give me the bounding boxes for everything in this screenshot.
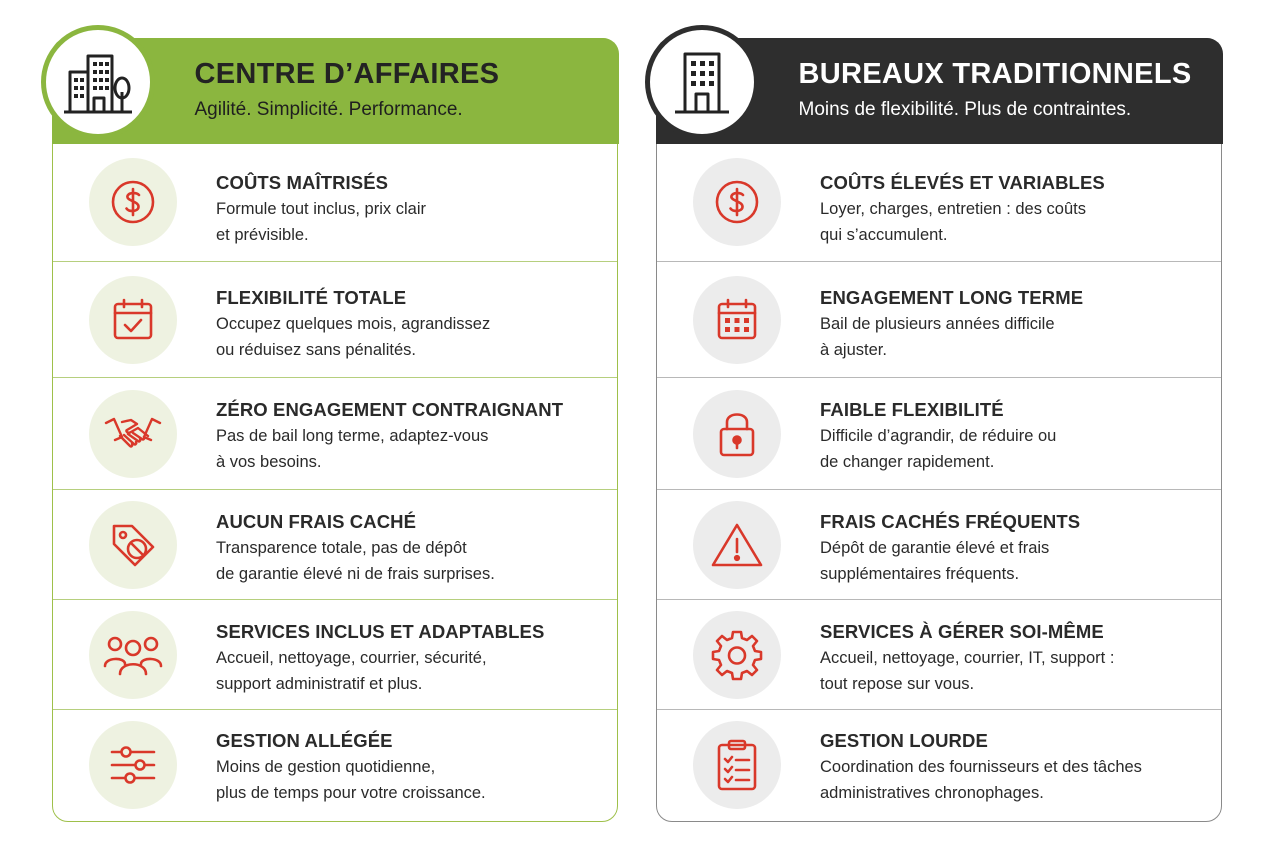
item-description-line: Accueil, nettoyage, courrier, IT, support : bbox=[820, 649, 1115, 667]
item-title: FLEXIBILITÉ TOTALE bbox=[216, 287, 407, 308]
item-title: GESTION LOURDE bbox=[820, 730, 988, 751]
item-description-line: Dépôt de garantie élevé et frais bbox=[820, 539, 1050, 557]
item-title: SERVICES INCLUS ET ADAPTABLES bbox=[216, 621, 545, 642]
list-item bbox=[53, 144, 617, 261]
item-description-line: Coordination des fournisseurs et des tâches bbox=[820, 758, 1142, 776]
list-item bbox=[657, 709, 1221, 821]
clipboard-checklist-icon bbox=[693, 721, 781, 809]
item-title: FAIBLE FLEXIBILITÉ bbox=[820, 399, 1004, 420]
item-title: FRAIS CACHÉS FRÉQUENTS bbox=[820, 511, 1081, 532]
panel-subtitle: Moins de flexibilité. Plus de contraintes. bbox=[798, 98, 1132, 120]
office-building-icon bbox=[645, 25, 759, 139]
list-item bbox=[53, 377, 617, 489]
gear-icon bbox=[693, 611, 781, 699]
item-description-line: de garantie élevé ni de frais surprises. bbox=[216, 565, 495, 583]
item-description-line: plus de temps pour votre croissance. bbox=[216, 784, 486, 802]
warning-icon bbox=[693, 501, 781, 589]
dollar-icon bbox=[693, 158, 781, 246]
dollar-icon bbox=[89, 158, 177, 246]
item-description-line: Pas de bail long terme, adaptez-vous bbox=[216, 427, 489, 445]
list-item bbox=[53, 599, 617, 709]
item-description bbox=[216, 311, 490, 363]
item-description-line: de changer rapidement. bbox=[820, 453, 995, 471]
item-description-line: supplémentaires fréquents. bbox=[820, 565, 1020, 583]
item-description bbox=[820, 311, 1055, 363]
list-item bbox=[657, 377, 1221, 489]
item-title: GESTION ALLÉGÉE bbox=[216, 730, 393, 751]
item-description-line: à ajuster. bbox=[820, 341, 887, 359]
item-description-line: tout repose sur vous. bbox=[820, 675, 975, 693]
people-icon bbox=[89, 611, 177, 699]
item-description bbox=[216, 535, 495, 587]
calendar-check-icon bbox=[89, 276, 177, 364]
item-description-line: et prévisible. bbox=[216, 226, 309, 244]
item-description bbox=[820, 196, 1086, 248]
item-description-line: ou réduisez sans pénalités. bbox=[216, 341, 416, 359]
item-description-line: administratives chronophages. bbox=[820, 784, 1044, 802]
item-title: ZÉRO ENGAGEMENT CONTRAIGNANT bbox=[216, 399, 564, 420]
price-tag-no-icon bbox=[89, 501, 177, 589]
panel-title: CENTRE D’AFFAIRES bbox=[194, 57, 500, 90]
item-description bbox=[820, 645, 1114, 697]
item-description-line: Formule tout inclus, prix clair bbox=[216, 200, 426, 218]
item-description-line: Bail de plusieurs années difficile bbox=[820, 315, 1055, 333]
item-title: COÛTS ÉLEVÉS ET VARIABLES bbox=[820, 172, 1105, 193]
item-description-line: Accueil, nettoyage, courrier, sécurité, bbox=[216, 649, 487, 667]
office-buildings-icon bbox=[41, 25, 155, 139]
centre-affaires-panel bbox=[52, 38, 618, 822]
item-description bbox=[820, 754, 1142, 806]
list-item bbox=[657, 261, 1221, 377]
item-description-line: Difficile d’agrandir, de réduire ou bbox=[820, 427, 1057, 445]
item-description-line: support administratif et plus. bbox=[216, 675, 423, 693]
item-description bbox=[820, 535, 1049, 587]
item-description bbox=[216, 754, 486, 806]
list-item bbox=[53, 261, 617, 377]
bureaux-traditionnels-panel bbox=[656, 38, 1222, 822]
lock-icon bbox=[693, 390, 781, 478]
item-description-line: Loyer, charges, entretien : des coûts bbox=[820, 200, 1086, 218]
item-description-line: Moins de gestion quotidienne, bbox=[216, 758, 436, 776]
item-description-line: Occupez quelques mois, agrandissez bbox=[216, 315, 491, 333]
list-item bbox=[53, 489, 617, 599]
list-item bbox=[657, 489, 1221, 599]
item-description-line: qui s’accumulent. bbox=[820, 226, 948, 244]
calendar-grid-icon bbox=[693, 276, 781, 364]
list-item bbox=[53, 709, 617, 821]
list-item bbox=[657, 144, 1221, 261]
panel-subtitle: Agilité. Simplicité. Performance. bbox=[194, 98, 463, 120]
item-title: ENGAGEMENT LONG TERME bbox=[820, 287, 1084, 308]
item-title: SERVICES À GÉRER SOI-MÊME bbox=[820, 621, 1104, 642]
item-description-line: Transparence totale, pas de dépôt bbox=[216, 539, 467, 557]
sliders-icon bbox=[89, 721, 177, 809]
handshake-icon bbox=[89, 390, 177, 478]
item-description bbox=[820, 423, 1056, 475]
panel-title: BUREAUX TRADITIONNELS bbox=[798, 57, 1192, 90]
item-title: COÛTS MAÎTRISÉS bbox=[216, 172, 389, 193]
list-item bbox=[657, 599, 1221, 709]
item-description bbox=[216, 423, 488, 475]
item-description bbox=[216, 645, 487, 697]
item-description-line: à vos besoins. bbox=[216, 453, 322, 471]
item-title: AUCUN FRAIS CACHÉ bbox=[216, 511, 417, 532]
item-description bbox=[216, 196, 426, 248]
